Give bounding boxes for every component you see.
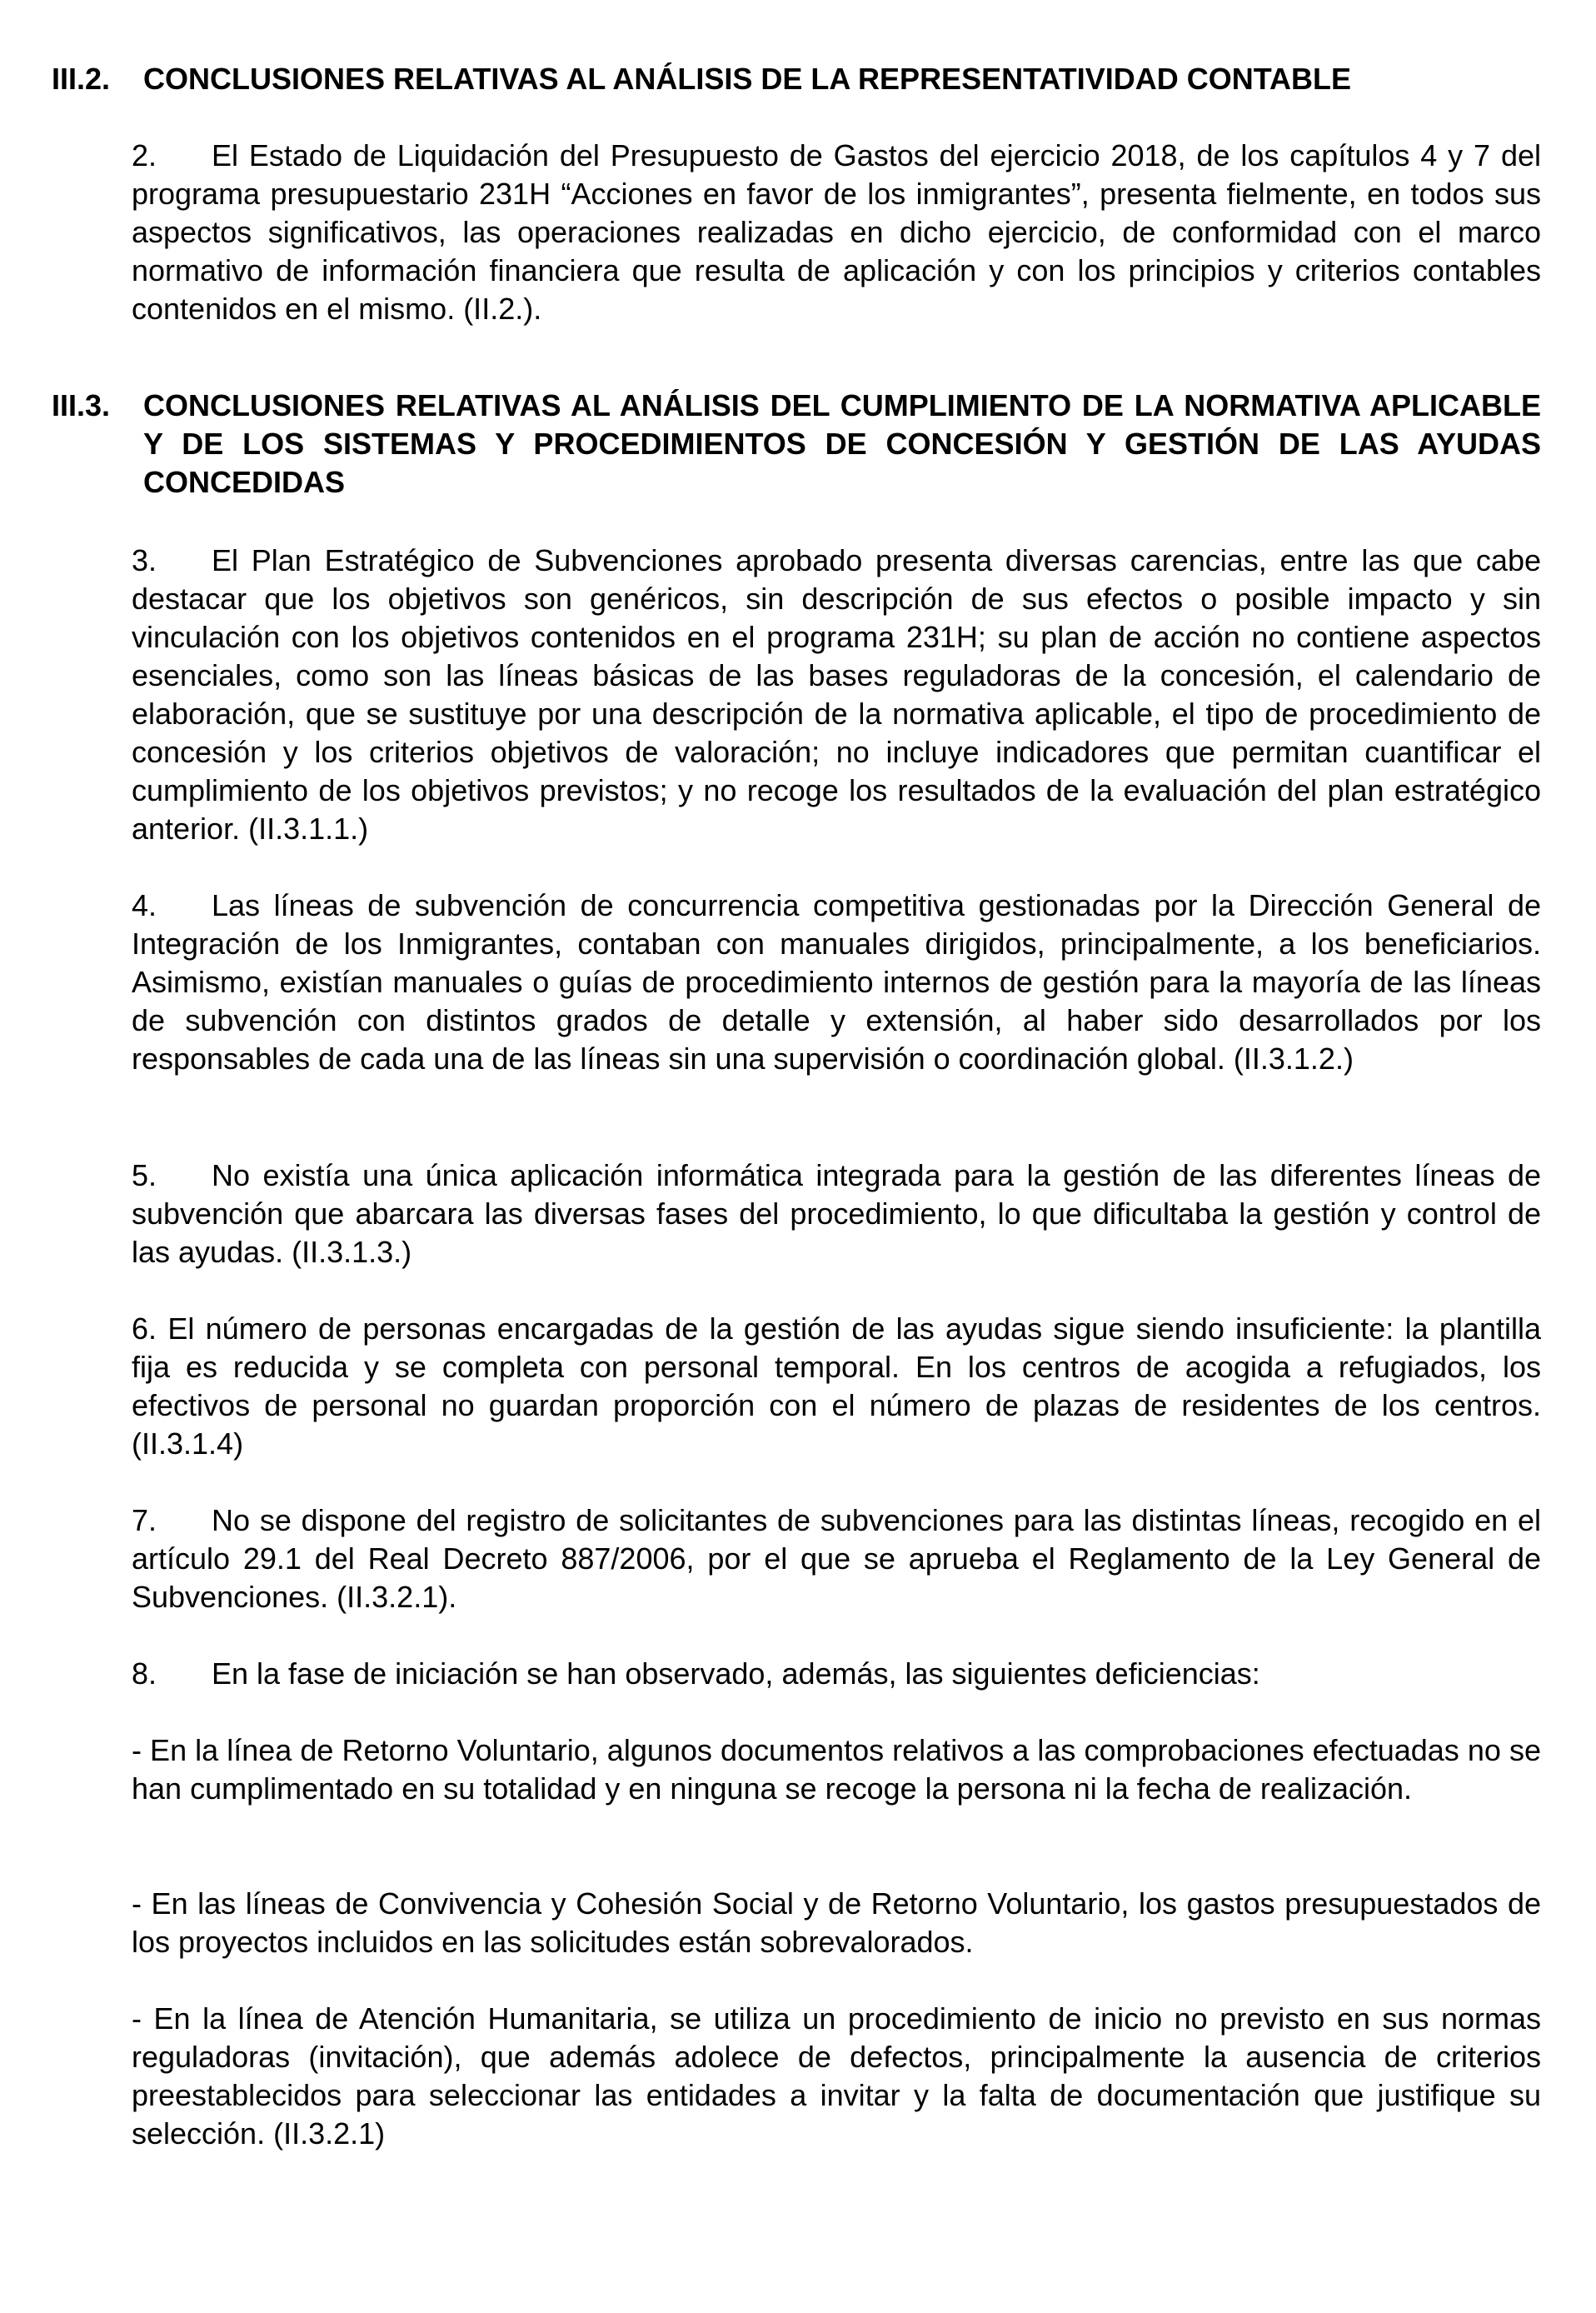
section-number: III.2. [52, 62, 111, 96]
paragraph-7 [132, 1501, 1541, 1616]
paragraph-2 [132, 137, 1541, 328]
paragraph-number: 5. [132, 1158, 157, 1192]
paragraph-3 [132, 542, 1541, 848]
section-title-text: CONCLUSIONES RELATIVAS AL ANÁLISIS DEL CUMPLIMIENTO DE LA NORMATIVA APLICABLE Y DE LOS SISTEMAS Y PROCEDIMIENTOS DE CONCESIÓN Y GESTIÓN DE LAS AYUDAS CONCEDIDAS [143, 388, 1541, 499]
paragraph-text: El Estado de Liquidación del Presupuesto de Gastos del ejercicio 2018, de los capítulos 4 y 7 del programa presupuestario 231H “Acciones en favor de los inmigrantes”, presenta fielmente, en todos sus aspectos significativos, las operaciones realizadas en dicho ejercicio, de conformidad con el marco normativo de información financiera que resulta de aplicación y con los principios y criterios contables contenidos en el mismo. (II.2.). [132, 138, 1541, 326]
paragraph-5 [132, 1156, 1541, 1271]
section-number: III.3. [52, 388, 111, 422]
paragraph-text: El Plan Estratégico de Subvenciones aprobado presenta diversas carencias, entre las que cabe destacar que los objetivos son genéricos, sin descripción de sus efectos o posible impacto y sin vinculación con los objetivos contenidos en el programa 231H; su plan de acción no contiene aspectos esenciales, como son las líneas básicas de las bases reguladoras de la concesión, el calendario de elaboración, que se sustituye por una descripción de la normativa aplicable, el tipo de procedimiento de concesión y los criterios objetivos de valoración; no incluye indicadores que permitan cuantificar el cumplimiento de los objetivos previstos; y no recoge los resultados de la evaluación del plan estratégico anterior. (II.3.1.1.) [132, 543, 1541, 846]
bullet-text: - En la línea de Retorno Voluntario, algunos documentos relativos a las comprobaciones efectuadas no se han cumplimentado en su totalidad y en ninguna se recoge la persona ni la fecha de realización. [132, 1733, 1541, 1806]
paragraph-8 [132, 1655, 1541, 1693]
bullet-item-retorno-voluntario [132, 1731, 1541, 1808]
paragraph-text: El número de personas encargadas de la gestión de las ayudas sigue siendo insuficiente: la plantilla fija es reducida y se completa con personal temporal. En los centros de acogida a refugiados, los efectivos de personal no guardan proporción con el número de plazas de residentes de los centros. (II.3.1.4) [132, 1311, 1541, 1461]
section-heading-III-2 [0, 60, 1596, 98]
section-title [0, 387, 1596, 502]
paragraph-number: 6. [132, 1311, 157, 1346]
paragraph-number: 3. [132, 543, 157, 577]
paragraph-4 [132, 887, 1541, 1078]
section-title [0, 60, 1596, 98]
paragraph-number: 8. [132, 1656, 157, 1691]
paragraph-text: No se dispone del registro de solicitantes de subvenciones para las distintas líneas, recogido en el artículo 29.1 del Real Decreto 887/2006, por el que se aprueba el Reglamento de la Ley General de Subvenciones. (II.3.2.1). [132, 1503, 1541, 1614]
section-title-text: CONCLUSIONES RELATIVAS AL ANÁLISIS DE LA REPRESENTATIVIDAD CONTABLE [143, 62, 1352, 96]
paragraph-number: 7. [132, 1503, 157, 1537]
paragraph-text: En la fase de iniciación se han observado, además, las siguientes deficiencias: [212, 1656, 1260, 1691]
bullet-text: - En las líneas de Convivencia y Cohesión Social y de Retorno Voluntario, los gastos presupuestados de los proyectos incluidos en las solicitudes están sobrevalorados. [132, 1886, 1541, 1959]
bullet-text: - En la línea de Atención Humanitaria, se utiliza un procedimiento de inicio no previsto en sus normas reguladoras (invitación), que además adolece de defectos, principalmente la ausencia de criterios preestablecidos para seleccionar las entidades a invitar y la falta de documentación que justifique su selección. (II.3.2.1) [132, 2001, 1541, 2151]
section-heading-III-3 [0, 387, 1596, 502]
paragraph-6 [132, 1310, 1541, 1463]
paragraph-text: Las líneas de subvención de concurrencia competitiva gestionadas por la Dirección General de Integración de los Inmigrantes, contaban con manuales dirigidos, principalmente, a los beneficiarios. Asimismo, existían manuales o guías de procedimiento internos de gestión para la mayoría de las líneas de subvención con distintos grados de detalle y extensión, al haber sido desarrollados por los responsables de cada una de las líneas sin una supervisión o coordinación global. (II.3.1.2.) [132, 888, 1541, 1076]
paragraph-text: No existía una única aplicación informática integrada para la gestión de las diferentes líneas de subvención que abarcara las diversas fases del procedimiento, lo que dificultaba la gestión y control de las ayudas. (II.3.1.3.) [132, 1158, 1541, 1269]
bullet-item-atencion-humanitaria [132, 2000, 1541, 2153]
paragraph-number: 2. [132, 138, 157, 172]
paragraph-number: 4. [132, 888, 157, 922]
bullet-item-convivencia [132, 1885, 1541, 1961]
